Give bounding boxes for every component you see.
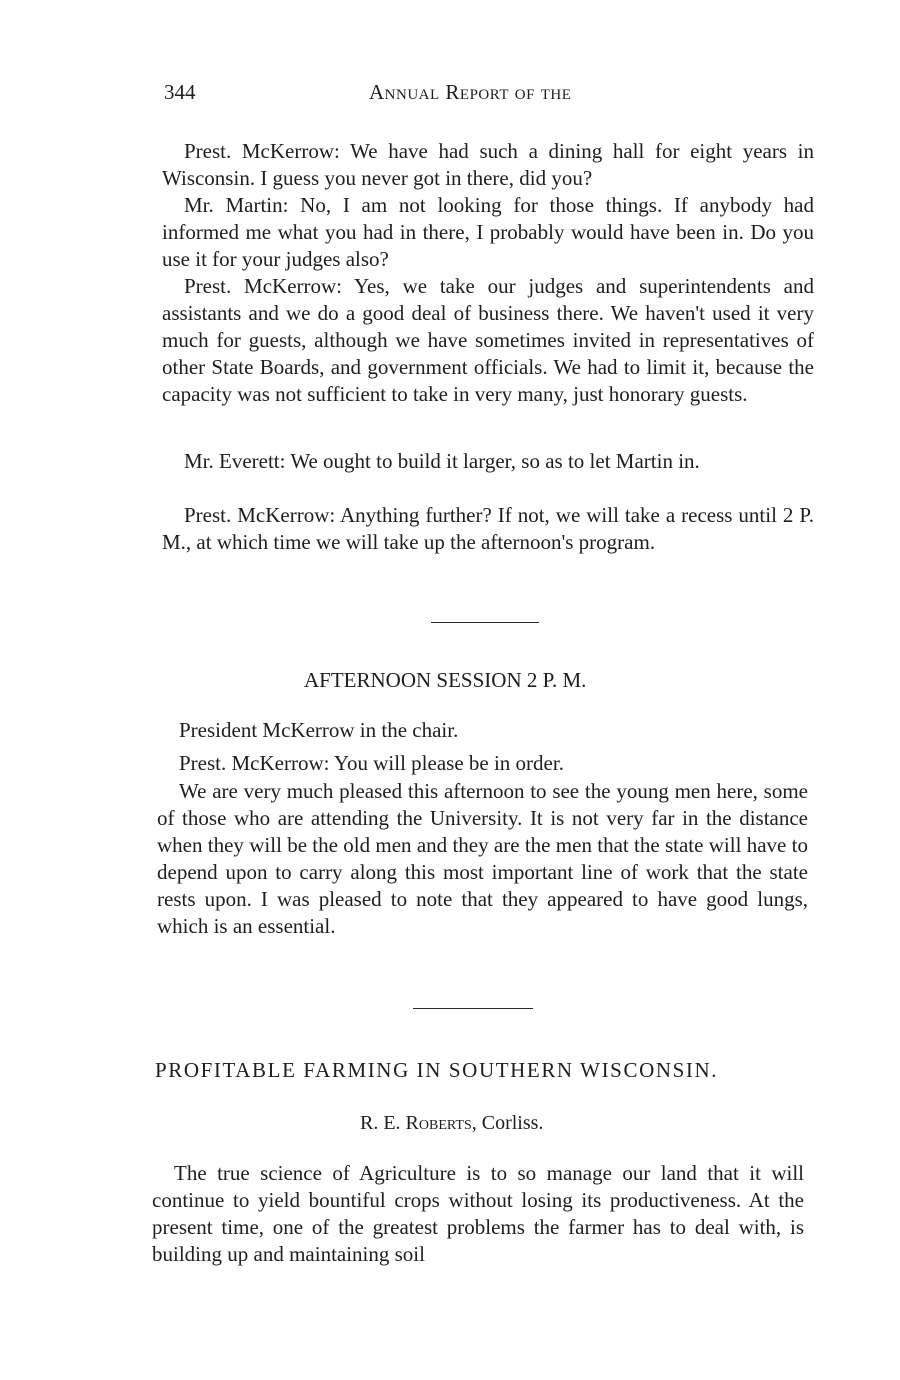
article-byline (360, 1112, 543, 1135)
article-body-paragraph: The true science of Agriculture is to so manage our land that it will continue to yield bountiful crops without losing its productiveness. At the present time, one of the greatest problems the farmer has to deal with, is building up and maintaining soil (152, 1161, 804, 1266)
paragraph-mckerrow-judges: Prest. McKerrow: Yes, we take our judges and superintendents and assistants and we do a good deal of business there. We haven't used it very much for guests, although we have sometimes invited in representatives of other State Boards, and government officials. We had to limit it, because the capacity was not sufficient to take in very many, just honorary guests. (162, 274, 814, 406)
paragraph-order: Prest. McKerrow: You will please be in order. (179, 751, 564, 775)
page-number: 344 (164, 80, 196, 104)
paragraph-mckerrow-recess: Prest. McKerrow: Anything further? If not, we will take a recess until 2 P. M., at which time we will take up the afternoon's program. (162, 503, 814, 554)
running-head: Annual Report of the (369, 80, 572, 104)
paragraph-everett: Mr. Everett: We ought to build it larger, so as to let Martin in. (184, 449, 700, 473)
section-heading-afternoon: AFTERNOON SESSION 2 P. M. (304, 668, 587, 692)
section-divider (413, 1008, 533, 1009)
author-name: R. E. Roberts (360, 1112, 472, 1134)
article-title: PROFITABLE FARMING IN SOUTHERN WISCONSIN. (155, 1058, 719, 1082)
section-divider (431, 622, 539, 623)
paragraph-young-men: We are very much pleased this afternoon to see the young men here, some of those who are attending the University. It is not very far in the distance when they will be the old men and they are the men that the state will have to depend upon to carry along this most important line of work that the state rests upon. I was pleased to note that they appeared to have good lungs, which is an essential. (157, 779, 808, 938)
paragraph-martin-reply: Mr. Martin: No, I am not looking for those things. If anybody had informed me what you had in there, I probably would have been in. Do you use it for your judges also? (162, 193, 814, 271)
author-place: , Corliss. (471, 1112, 544, 1134)
page-header (164, 80, 814, 110)
paragraph-mckerrow-dining-hall: Prest. McKerrow: We have had such a dining hall for eight years in Wisconsin. I guess you never got in there, did you? (162, 139, 814, 190)
paragraph-chair: President McKerrow in the chair. (179, 718, 459, 742)
